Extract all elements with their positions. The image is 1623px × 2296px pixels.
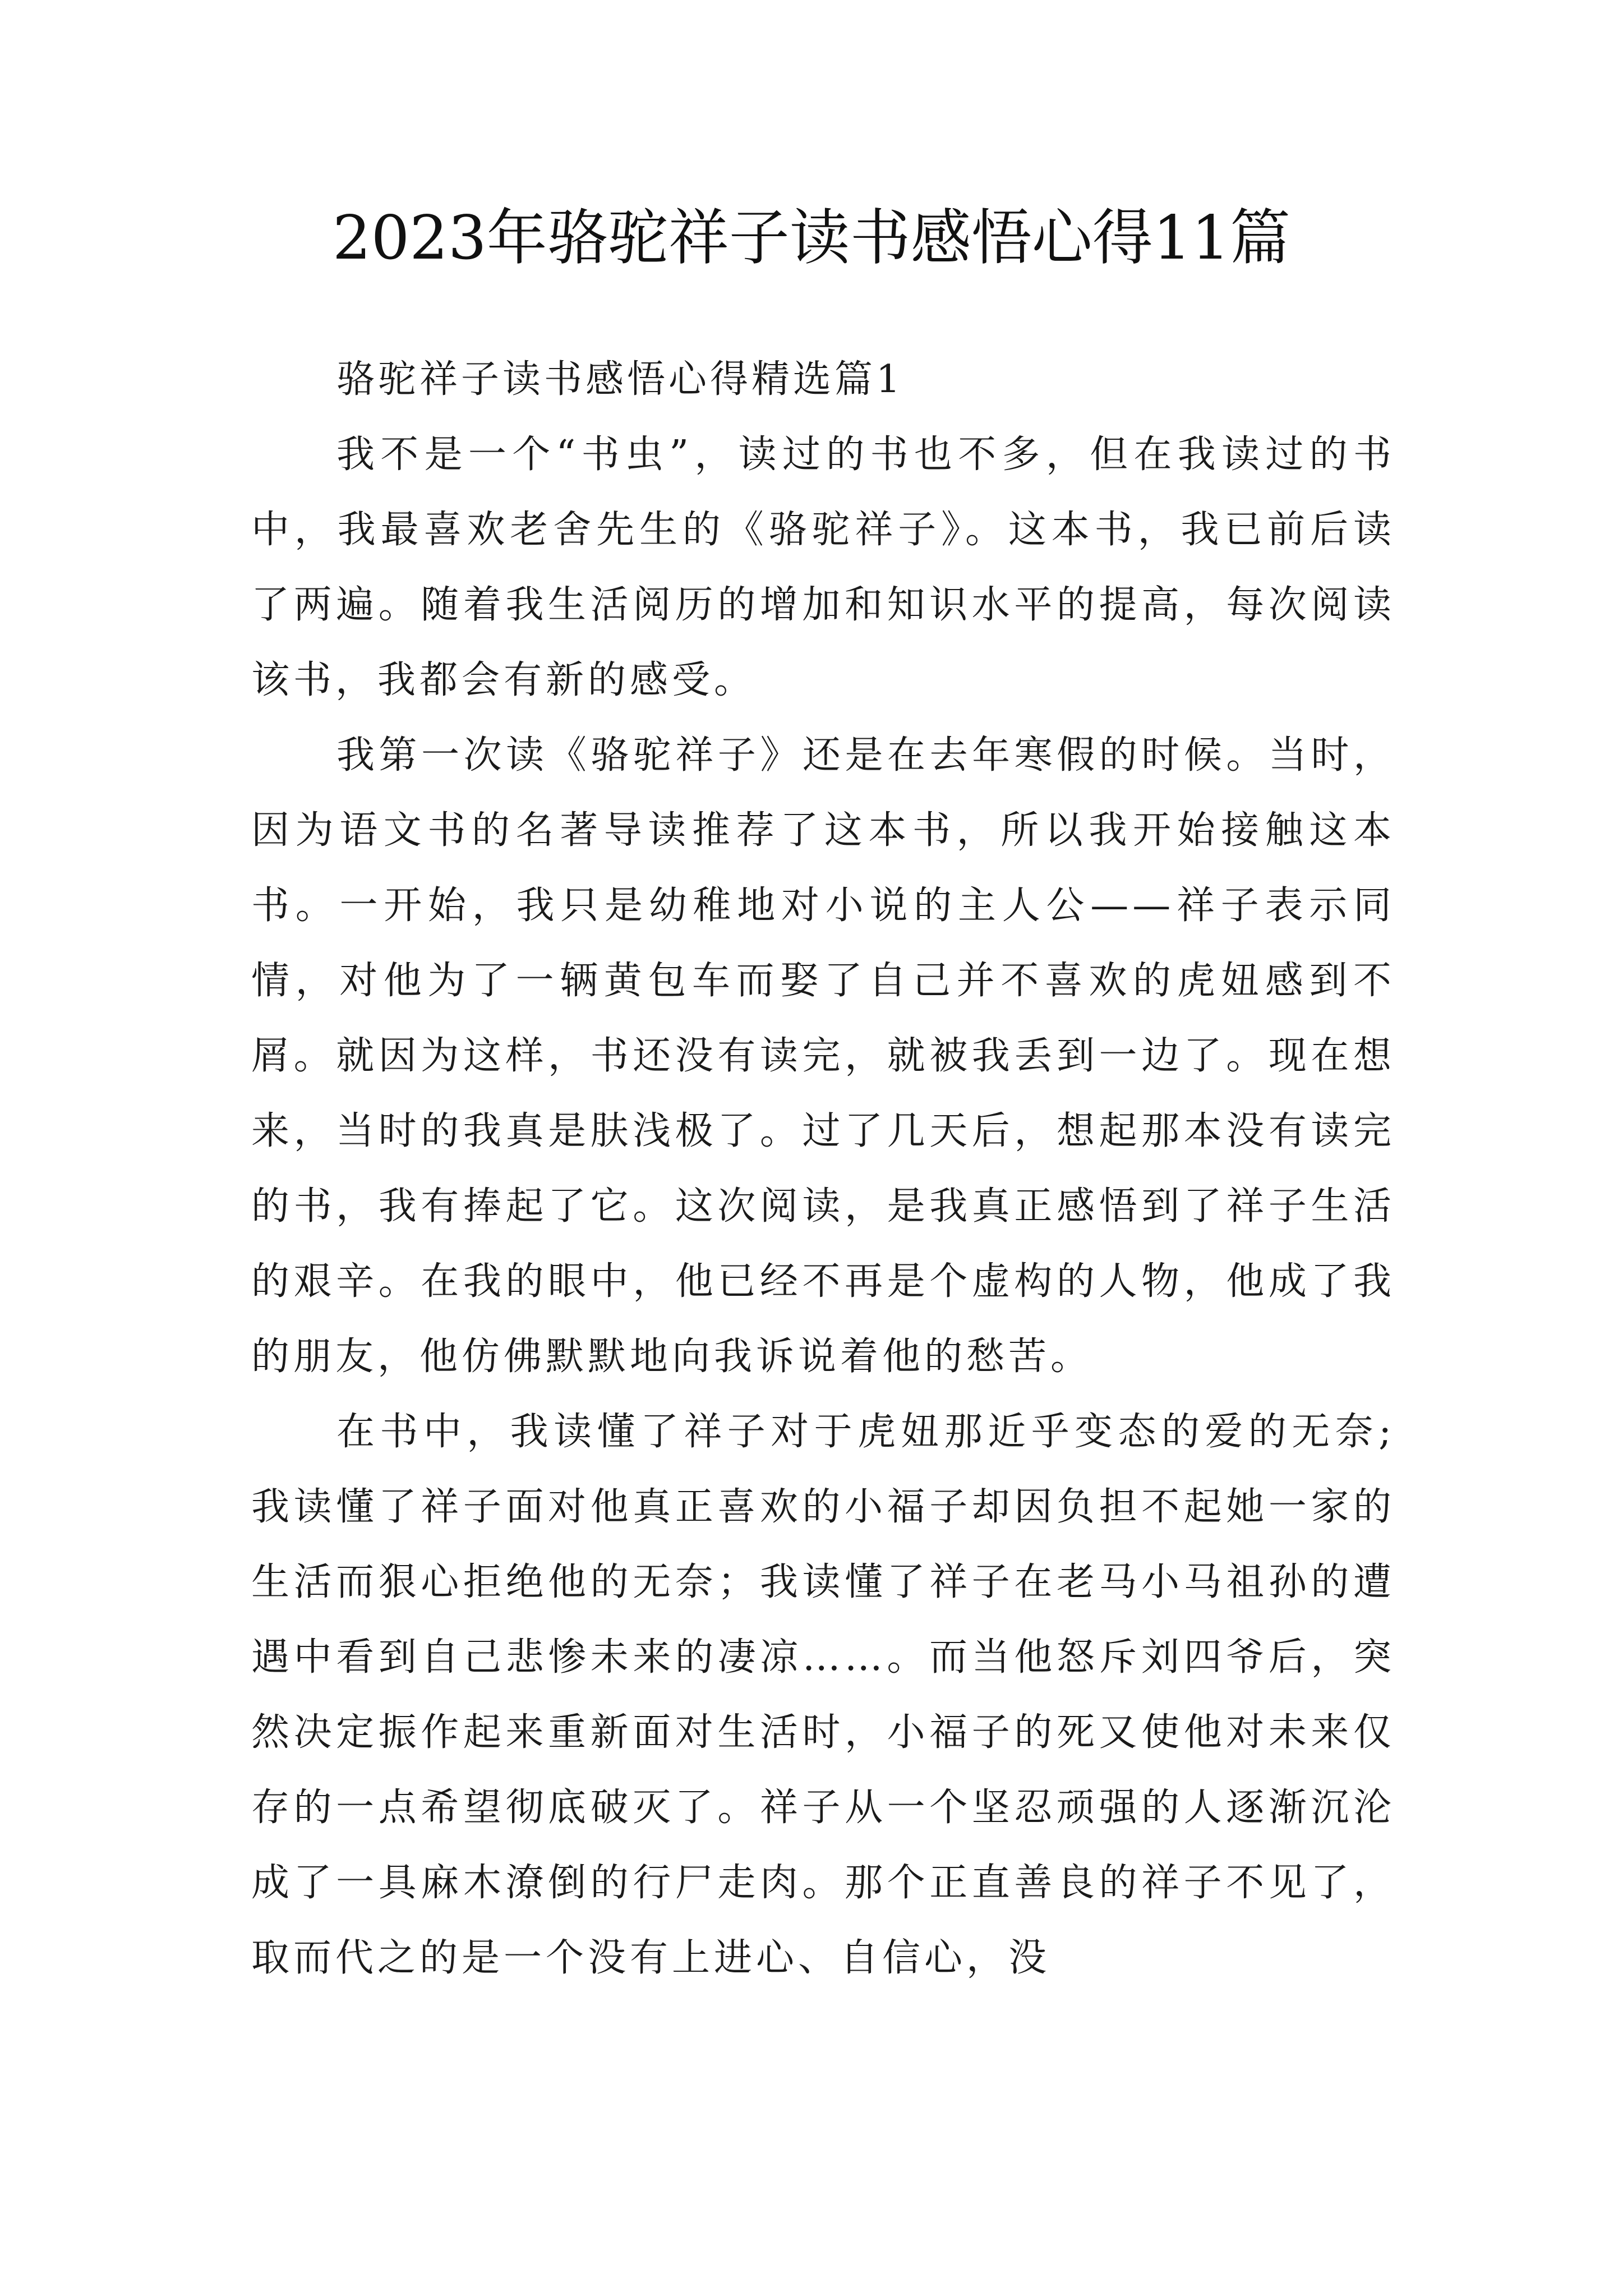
document-body [251,342,1395,1996]
paragraph: 我第一次读《骆驼祥子》还是在去年寒假的时候。当时，因为语文书的名著导读推荐了这本书，所以我开始接触这本书。一开始，我只是幼稚地对小说的主人公——祥子表示同情，对他为了一辆黄包车而娶了自己并不喜欢的虎妞感到不屑。就因为这样，书还没有读完，就被我丢到一边了。现在想来，当时的我真是肤浅极了。过了几天后，想起那本没有读完的书，我有捧起了它。这次阅读，是我真正感悟到了祥子生活的艰辛。在我的眼中，他已经不再是个虚构的人物，他成了我的朋友，他仿佛默默地向我诉说着他的愁苦。 [251,733,1395,1379]
section-heading: 骆驼祥子读书感悟心得精选篇1 [336,357,904,402]
document-title: 2023年骆驼祥子读书感悟心得11篇 [332,203,1291,273]
paragraph: 在书中，我读懂了祥子对于虎妞那近乎变态的爱的无奈;我读懂了祥子面对他真正喜欢的小福子却因负担不起她一家的生活而狠心拒绝他的无奈；我读懂了祥子在老马小马祖孙的遭遇中看到自己悲惨未来的凄凉……。而当他怒斥刘四爷后，突然决定振作起来重新面对生活时，小福子的死又使他对未来仅存的一点希望彻底破灭了。祥子从一个坚忍顽强的人逐渐沉沦成了一具麻木潦倒的行尸走肉。那个正直善良的祥子不见了，取而代之的是一个没有上进心、自信心，没 [251,1410,1395,1980]
paragraph: 我不是一个“书虫”，读过的书也不多，但在我读过的书中，我最喜欢老舍先生的《骆驼祥子》。这本书，我已前后读了两遍。随着我生活阅历的增加和知识水平的提高，每次阅读该书，我都会有新的感受。 [251,432,1395,702]
